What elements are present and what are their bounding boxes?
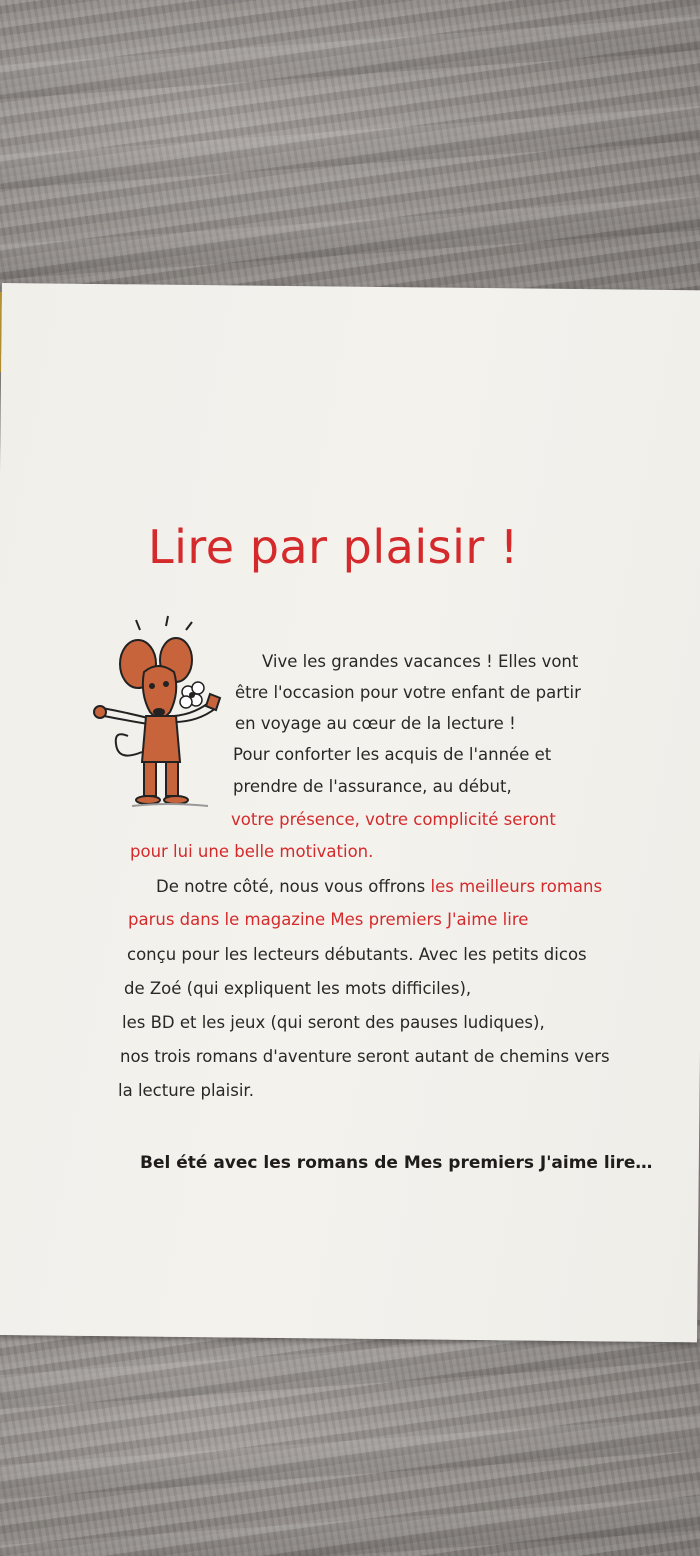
fabric-background-top bbox=[0, 0, 700, 300]
paragraph2-line: conçu pour les lecteurs débutants. Avec les petits dicos bbox=[127, 945, 587, 964]
paragraph2-line: de Zoé (qui expliquent les mots difficiles), bbox=[124, 979, 472, 998]
fabric-ridge bbox=[0, 104, 700, 191]
paragraph1-line: prendre de l'assurance, au début, bbox=[233, 777, 512, 796]
fabric-ridge bbox=[0, 1414, 700, 1501]
paragraph2-line: les BD et les jeux (qui seront des pauses ludiques), bbox=[122, 1013, 545, 1032]
paragraph1-line: Vive les grandes vacances ! Elles vont bbox=[262, 652, 579, 671]
fabric-ridge bbox=[0, 194, 700, 281]
paragraph2-line: nos trois romans d'aventure seront autant de chemins vers bbox=[120, 1047, 610, 1066]
paragraph1-line-highlight: pour lui une belle motivation. bbox=[130, 842, 374, 861]
paragraph2-line: la lecture plaisir. bbox=[118, 1081, 254, 1100]
fabric-ridge bbox=[0, 14, 700, 101]
paragraph2-highlight: les meilleurs romans bbox=[430, 877, 603, 896]
fabric-ridge bbox=[0, 1494, 700, 1556]
signoff-line: Bel été avec les romans de Mes premiers J'aime lire… bbox=[140, 1153, 653, 1173]
paragraph1-line: en voyage au cœur de la lecture ! bbox=[235, 714, 516, 733]
paragraph2-line-highlight: parus dans le magazine Mes premiers J'aime lire bbox=[128, 910, 529, 929]
page-title: Lire par plaisir ! bbox=[148, 520, 519, 574]
fabric-background-bottom bbox=[0, 1320, 700, 1556]
paragraph2-text: De notre côté, nous vous offrons bbox=[156, 877, 431, 896]
paragraph1-line: Pour conforter les acquis de l'année et bbox=[233, 745, 552, 764]
mouse-character-icon bbox=[88, 612, 228, 812]
paragraph2-line bbox=[156, 877, 602, 896]
paragraph1-line-highlight: votre présence, votre complicité seront bbox=[231, 810, 556, 829]
paragraph1-line: être l'occasion pour votre enfant de partir bbox=[235, 683, 581, 702]
